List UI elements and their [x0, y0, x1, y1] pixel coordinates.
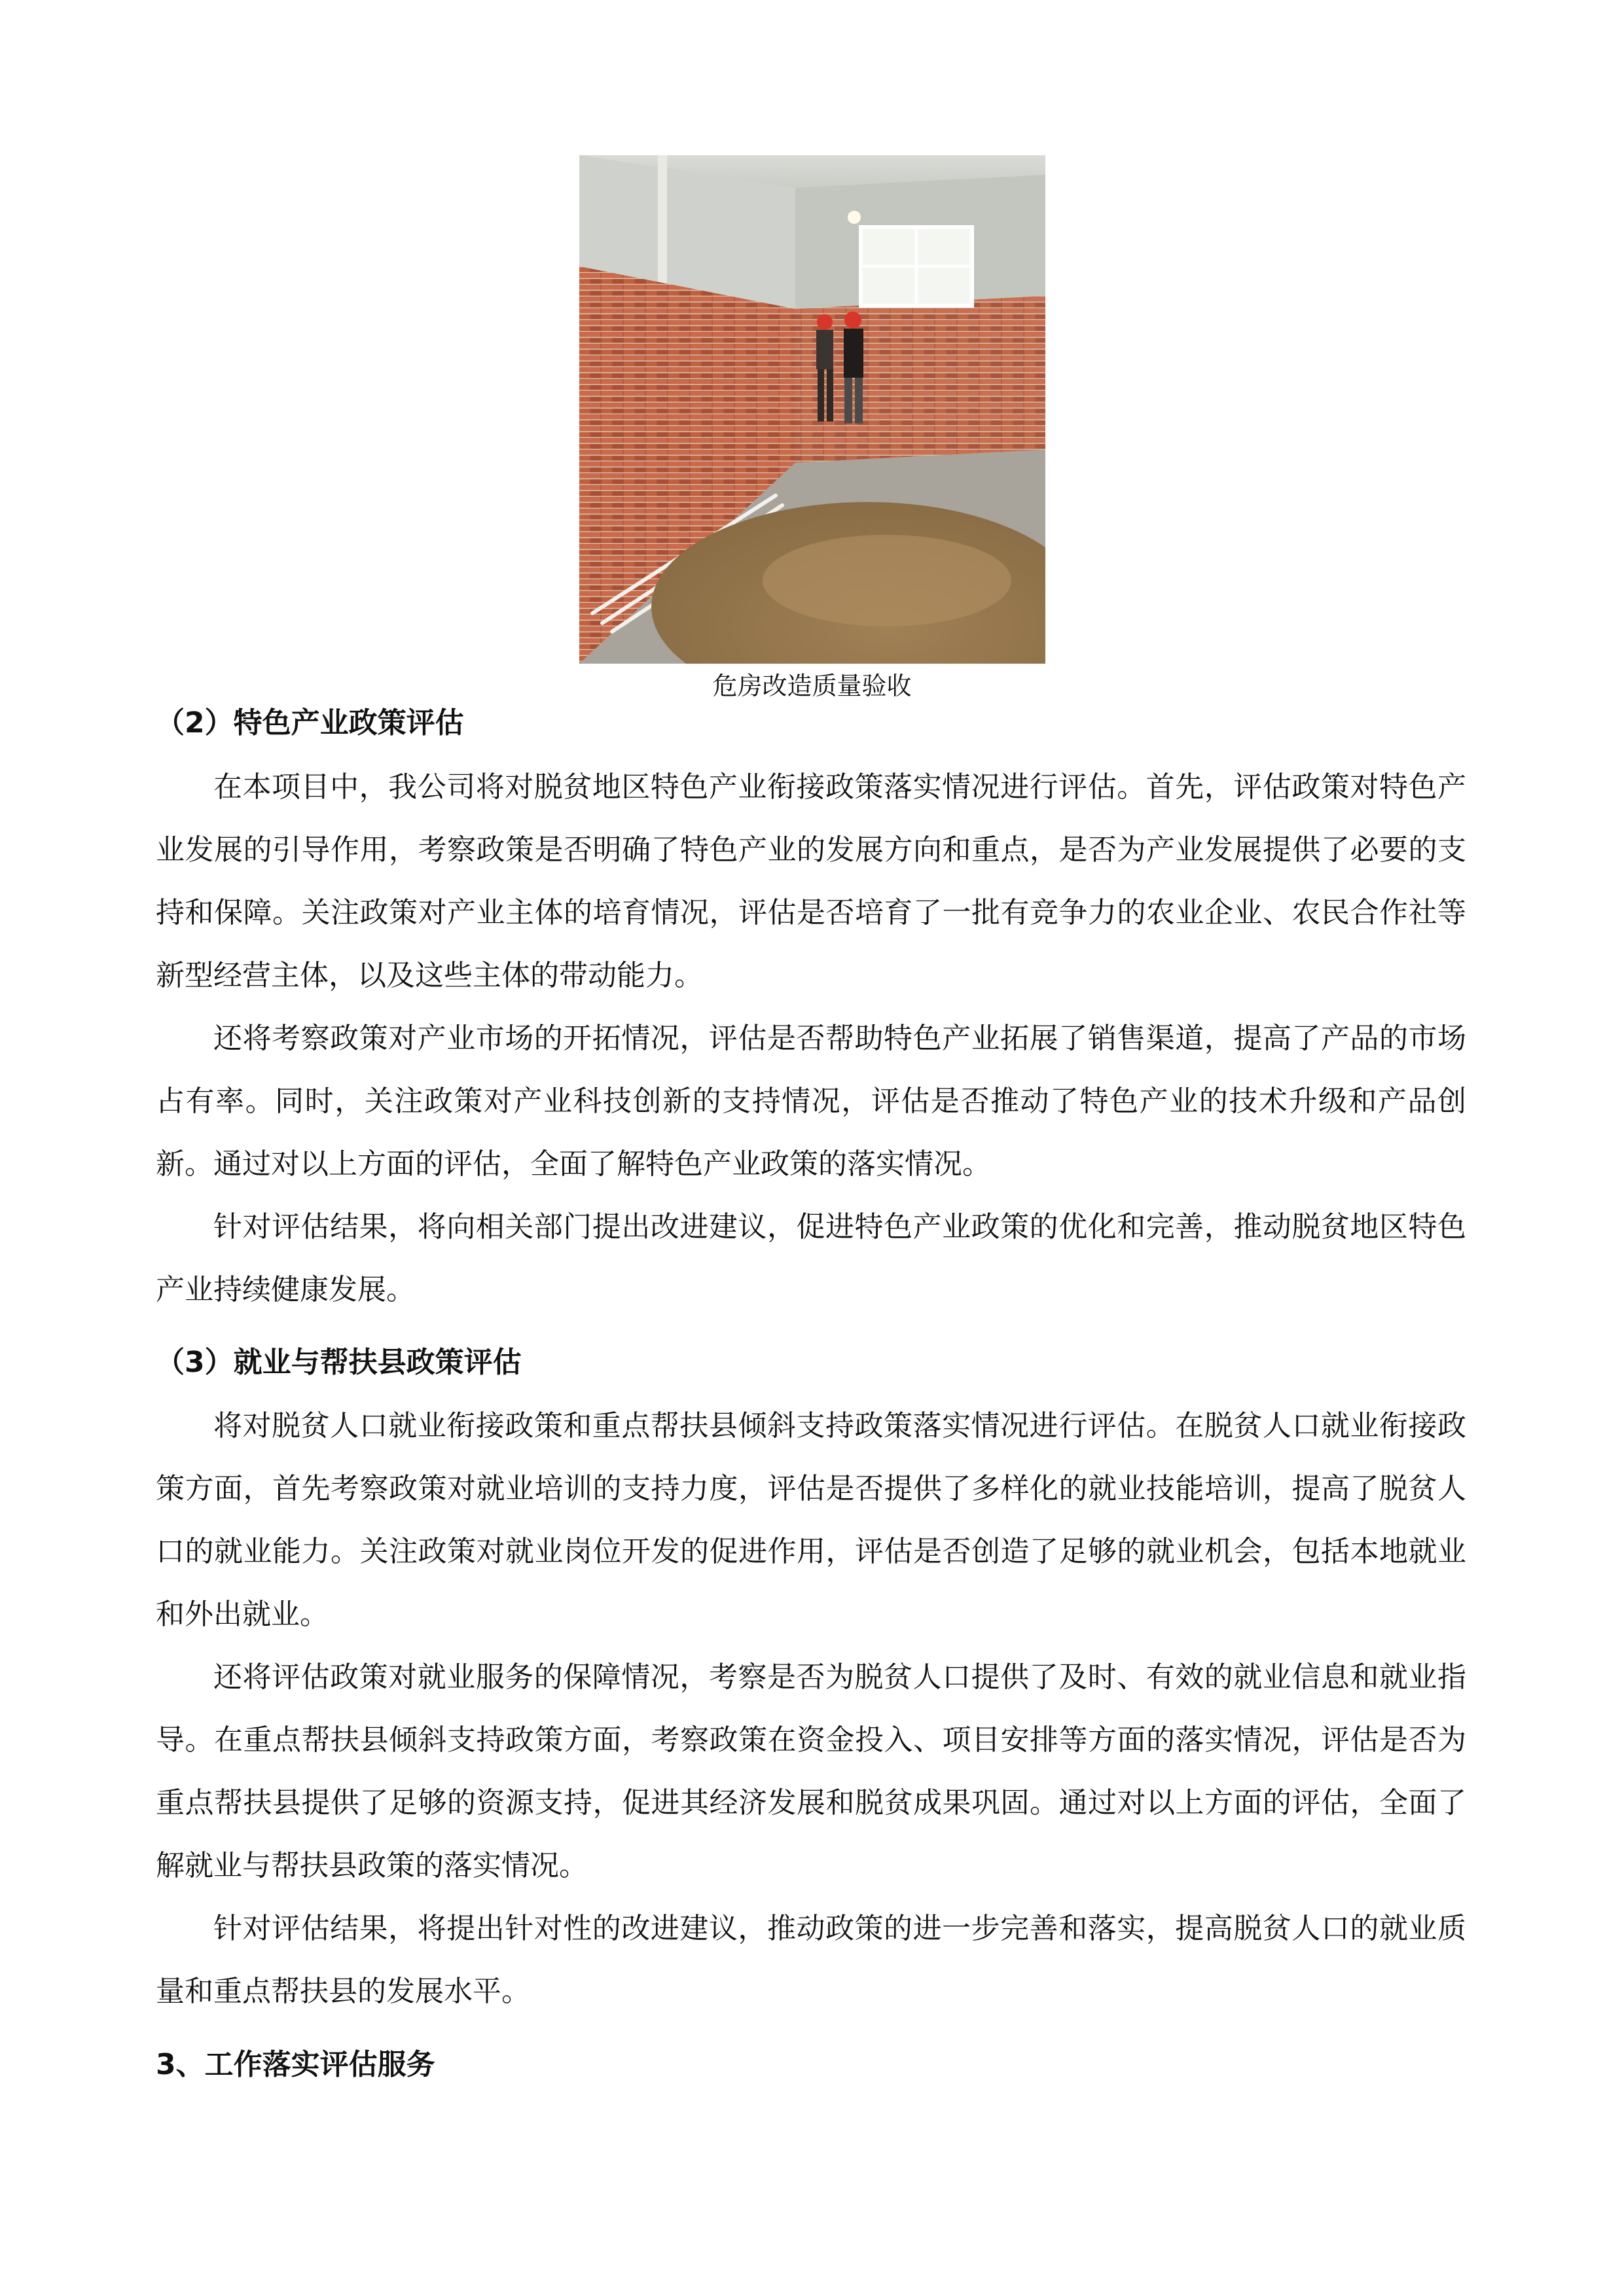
photo-caption: 危房改造质量验收 — [712, 672, 912, 700]
section-heading-special-industry: （2）特色产业政策评估 — [156, 706, 464, 740]
paragraph: 针对评估结果，将提出针对性的改进建议，推动政策的进一步完善和落实，提高脱贫人口的就业质量和重点帮扶县的发展水平。 — [156, 1912, 1466, 2008]
paragraph: 将对脱贫人口就业衔接政策和重点帮扶县倾斜支持政策落实情况进行评估。在脱贫人口就业衔接政策方面，首先考察政策对就业培训的支持力度，评估是否提供了多样化的就业技能培训，提高了脱贫人口的就业能力。关注政策对就业岗位开发的促进作用，评估是否创造了足够的就业机会，包括本地就业和外出就业。 — [156, 1409, 1466, 1631]
paragraph: 针对评估结果，将向相关部门提出改进建议，促进特色产业政策的优化和完善，推动脱贫地区特色产业持续健康发展。 — [156, 1210, 1466, 1306]
paragraph: 还将评估政策对就业服务的保障情况，考察是否为脱贫人口提供了及时、有效的就业信息和就业指导。在重点帮扶县倾斜支持政策方面，考察政策在资金投入、项目安排等方面的落实情况，评估是否为重点帮扶县提供了足够的资源支持，促进其经济发展和脱贫成果巩固。通过对以上方面的评估，全面了解就业与帮扶县政策的落实情况。 — [156, 1660, 1466, 1882]
section-heading-work-implementation: 3、工作落实评估服务 — [156, 2048, 435, 2081]
renovation-inspection-photo — [579, 155, 1045, 664]
paragraph: 在本项目中，我公司将对脱贫地区特色产业衔接政策落实情况进行评估。首先，评估政策对特色产业发展的引导作用，考察政策是否明确了特色产业的发展方向和重点，是否为产业发展提供了必要的支持和保障。关注政策对产业主体的培育情况，评估是否培育了一批有竞争力的农业企业、农民合作社等新型经营主体，以及这些主体的带动能力。 — [156, 770, 1466, 992]
paragraph: 还将考察政策对产业市场的开拓情况，评估是否帮助特色产业拓展了销售渠道，提高了产品的市场占有率。同时，关注政策对产业科技创新的支持情况，评估是否推动了特色产业的技术升级和产品创新。通过对以上方面的评估，全面了解特色产业政策的落实情况。 — [156, 1022, 1466, 1181]
photo-illustration — [579, 155, 1045, 664]
section-heading-employment: （3）就业与帮扶县政策评估 — [156, 1346, 522, 1379]
